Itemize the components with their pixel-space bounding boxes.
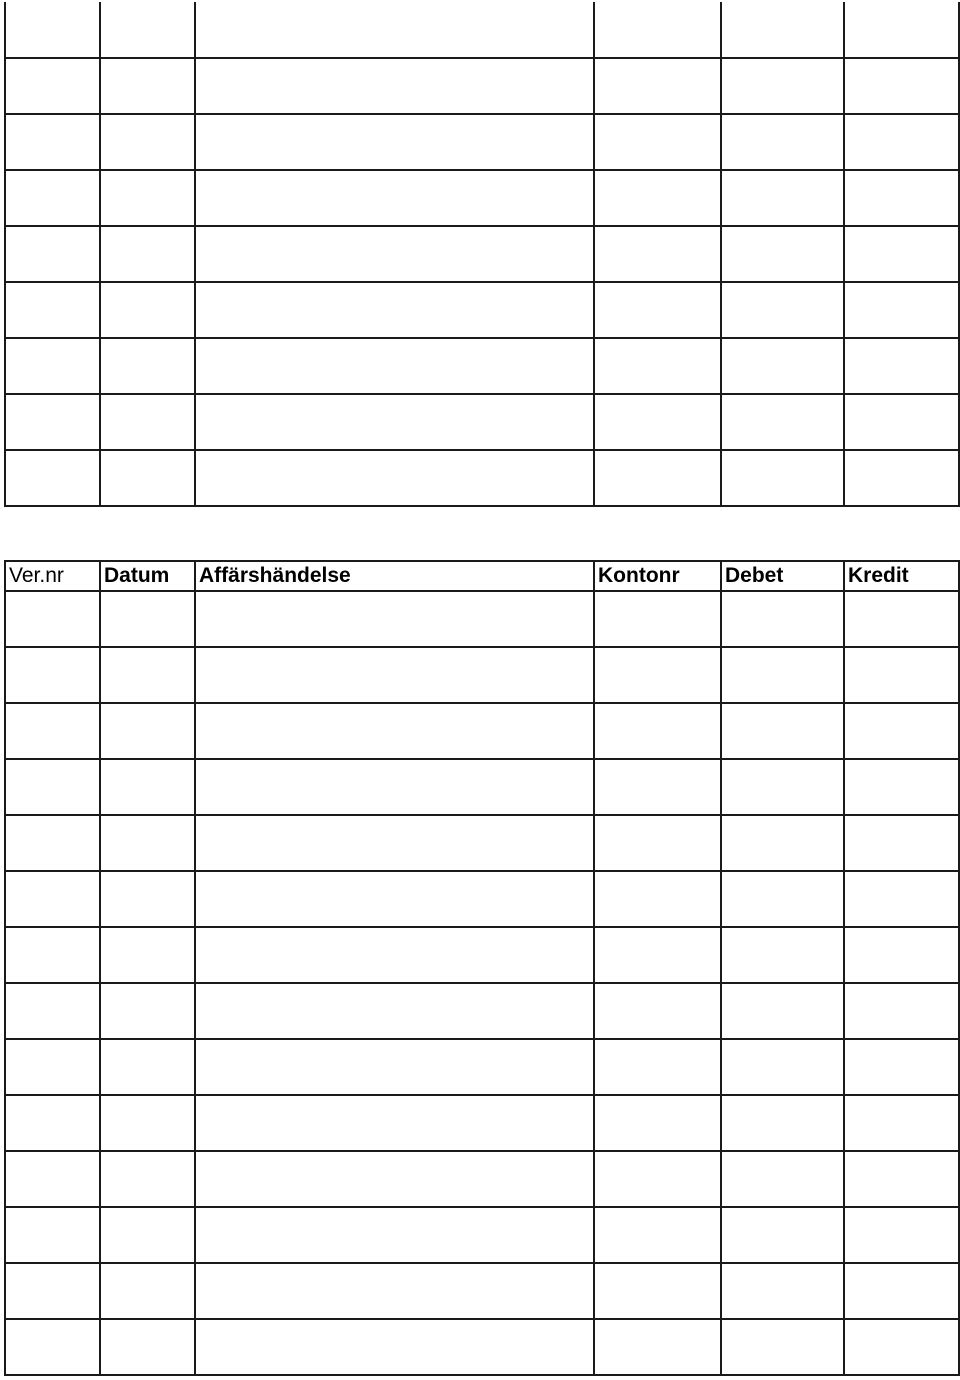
cell-ver-nr[interactable] bbox=[5, 1039, 100, 1095]
table-row bbox=[5, 983, 959, 1039]
cell-affarshandelse[interactable] bbox=[195, 450, 594, 506]
cell-affarshandelse[interactable] bbox=[195, 282, 594, 338]
cell-kredit[interactable] bbox=[844, 1319, 959, 1375]
cell-ver-nr[interactable] bbox=[5, 1207, 100, 1263]
cell-datum[interactable] bbox=[100, 282, 195, 338]
table-row bbox=[5, 591, 959, 647]
cell-ver-nr[interactable] bbox=[5, 871, 100, 927]
cell-datum[interactable] bbox=[100, 1039, 195, 1095]
cell-kontonr[interactable] bbox=[594, 1151, 721, 1207]
column-header-debet: Debet bbox=[721, 561, 844, 591]
cell-affarshandelse[interactable] bbox=[195, 591, 594, 647]
cell-kredit[interactable] bbox=[844, 927, 959, 983]
cell-datum[interactable] bbox=[100, 1263, 195, 1319]
cell-affarshandelse[interactable] bbox=[195, 58, 594, 114]
cell-debet[interactable] bbox=[721, 1095, 844, 1151]
cell-kredit[interactable] bbox=[844, 58, 959, 114]
cell-datum[interactable] bbox=[100, 1319, 195, 1375]
cell-debet[interactable] bbox=[721, 927, 844, 983]
ledger-table-continuation bbox=[4, 2, 960, 507]
cell-debet[interactable] bbox=[721, 394, 844, 450]
cell-kredit[interactable] bbox=[844, 1207, 959, 1263]
cell-debet[interactable] bbox=[721, 871, 844, 927]
cell-kredit[interactable] bbox=[844, 394, 959, 450]
cell-debet[interactable] bbox=[721, 1151, 844, 1207]
cell-kontonr[interactable] bbox=[594, 927, 721, 983]
cell-kredit[interactable] bbox=[844, 450, 959, 506]
cell-debet[interactable] bbox=[721, 815, 844, 871]
cell-ver-nr[interactable] bbox=[5, 983, 100, 1039]
cell-kontonr[interactable] bbox=[594, 759, 721, 815]
cell-datum[interactable] bbox=[100, 1095, 195, 1151]
cell-kredit[interactable] bbox=[844, 1095, 959, 1151]
cell-debet[interactable] bbox=[721, 2, 844, 58]
cell-affarshandelse[interactable] bbox=[195, 2, 594, 58]
cell-ver-nr[interactable] bbox=[5, 282, 100, 338]
cell-kredit[interactable] bbox=[844, 591, 959, 647]
cell-ver-nr[interactable] bbox=[5, 1151, 100, 1207]
table-row bbox=[5, 338, 959, 394]
cell-affarshandelse[interactable] bbox=[195, 226, 594, 282]
cell-kredit[interactable] bbox=[844, 170, 959, 226]
cell-ver-nr[interactable] bbox=[5, 170, 100, 226]
cell-kredit[interactable] bbox=[844, 1151, 959, 1207]
cell-ver-nr[interactable] bbox=[5, 591, 100, 647]
cell-datum[interactable] bbox=[100, 927, 195, 983]
cell-ver-nr[interactable] bbox=[5, 114, 100, 170]
table-row bbox=[5, 759, 959, 815]
table-row bbox=[5, 282, 959, 338]
table-row bbox=[5, 1151, 959, 1207]
cell-debet[interactable] bbox=[721, 983, 844, 1039]
cell-datum[interactable] bbox=[100, 338, 195, 394]
cell-ver-nr[interactable] bbox=[5, 338, 100, 394]
cell-kontonr[interactable] bbox=[594, 1095, 721, 1151]
cell-kontonr[interactable] bbox=[594, 815, 721, 871]
cell-kontonr[interactable] bbox=[594, 1263, 721, 1319]
cell-ver-nr[interactable] bbox=[5, 815, 100, 871]
table-row bbox=[5, 647, 959, 703]
table-row bbox=[5, 114, 959, 170]
cell-datum[interactable] bbox=[100, 450, 195, 506]
cell-datum[interactable] bbox=[100, 1151, 195, 1207]
cell-affarshandelse[interactable] bbox=[195, 1151, 594, 1207]
cell-debet[interactable] bbox=[721, 1207, 844, 1263]
cell-affarshandelse[interactable] bbox=[195, 647, 594, 703]
cell-debet[interactable] bbox=[721, 1039, 844, 1095]
cell-affarshandelse[interactable] bbox=[195, 1095, 594, 1151]
cell-debet[interactable] bbox=[721, 282, 844, 338]
cell-datum[interactable] bbox=[100, 815, 195, 871]
cell-datum[interactable] bbox=[100, 1207, 195, 1263]
cell-affarshandelse[interactable] bbox=[195, 871, 594, 927]
cell-affarshandelse[interactable] bbox=[195, 394, 594, 450]
column-header-kredit: Kredit bbox=[844, 561, 959, 591]
cell-kredit[interactable] bbox=[844, 983, 959, 1039]
cell-kredit[interactable] bbox=[844, 338, 959, 394]
column-header-datum: Datum bbox=[100, 561, 195, 591]
cell-datum[interactable] bbox=[100, 871, 195, 927]
cell-kredit[interactable] bbox=[844, 226, 959, 282]
cell-kredit[interactable] bbox=[844, 282, 959, 338]
cell-datum[interactable] bbox=[100, 647, 195, 703]
cell-ver-nr[interactable] bbox=[5, 2, 100, 58]
cell-kontonr[interactable] bbox=[594, 2, 721, 58]
cell-kontonr[interactable] bbox=[594, 114, 721, 170]
ledger-header bbox=[5, 561, 959, 591]
cell-datum[interactable] bbox=[100, 394, 195, 450]
cell-debet[interactable] bbox=[721, 226, 844, 282]
cell-datum[interactable] bbox=[100, 591, 195, 647]
cell-kredit[interactable] bbox=[844, 703, 959, 759]
cell-debet[interactable] bbox=[721, 170, 844, 226]
cell-ver-nr[interactable] bbox=[5, 647, 100, 703]
cell-kredit[interactable] bbox=[844, 871, 959, 927]
table-row bbox=[5, 1095, 959, 1151]
cell-kontonr[interactable] bbox=[594, 338, 721, 394]
cell-ver-nr[interactable] bbox=[5, 703, 100, 759]
cell-kontonr[interactable] bbox=[594, 450, 721, 506]
cell-datum[interactable] bbox=[100, 170, 195, 226]
cell-kontonr[interactable] bbox=[594, 1207, 721, 1263]
column-header-kontonr: Kontonr bbox=[594, 561, 721, 591]
cell-debet[interactable] bbox=[721, 58, 844, 114]
cell-datum[interactable] bbox=[100, 983, 195, 1039]
cell-ver-nr[interactable] bbox=[5, 1319, 100, 1375]
cell-affarshandelse[interactable] bbox=[195, 1039, 594, 1095]
cell-ver-nr[interactable] bbox=[5, 1095, 100, 1151]
cell-kontonr[interactable] bbox=[594, 170, 721, 226]
column-header-affarshandelse: Affärshändelse bbox=[195, 561, 594, 591]
table-row bbox=[5, 58, 959, 114]
cell-debet[interactable] bbox=[721, 591, 844, 647]
column-header-ver-nr: Ver.nr bbox=[5, 561, 100, 591]
cell-debet[interactable] bbox=[721, 759, 844, 815]
cell-debet[interactable] bbox=[721, 1263, 844, 1319]
table-row bbox=[5, 871, 959, 927]
cell-ver-nr[interactable] bbox=[5, 394, 100, 450]
table-row bbox=[5, 170, 959, 226]
cell-debet[interactable] bbox=[721, 450, 844, 506]
cell-ver-nr[interactable] bbox=[5, 58, 100, 114]
cell-kontonr[interactable] bbox=[594, 871, 721, 927]
table-row bbox=[5, 927, 959, 983]
cell-affarshandelse[interactable] bbox=[195, 1319, 594, 1375]
ledger-table-continuation-body bbox=[5, 2, 959, 506]
cell-affarshandelse[interactable] bbox=[195, 1207, 594, 1263]
cell-affarshandelse[interactable] bbox=[195, 815, 594, 871]
cell-kredit[interactable] bbox=[844, 1039, 959, 1095]
cell-kredit[interactable] bbox=[844, 114, 959, 170]
cell-datum[interactable] bbox=[100, 703, 195, 759]
cell-kredit[interactable] bbox=[844, 1263, 959, 1319]
cell-ver-nr[interactable] bbox=[5, 927, 100, 983]
cell-kontonr[interactable] bbox=[594, 1039, 721, 1095]
cell-kontonr[interactable] bbox=[594, 58, 721, 114]
table-row bbox=[5, 815, 959, 871]
cell-kredit[interactable] bbox=[844, 815, 959, 871]
cell-affarshandelse[interactable] bbox=[195, 114, 594, 170]
cell-affarshandelse[interactable] bbox=[195, 170, 594, 226]
cell-ver-nr[interactable] bbox=[5, 1263, 100, 1319]
cell-affarshandelse[interactable] bbox=[195, 759, 594, 815]
cell-affarshandelse[interactable] bbox=[195, 338, 594, 394]
cell-datum[interactable] bbox=[100, 759, 195, 815]
cell-kontonr[interactable] bbox=[594, 1319, 721, 1375]
cell-debet[interactable] bbox=[721, 1319, 844, 1375]
cell-kontonr[interactable] bbox=[594, 983, 721, 1039]
cell-debet[interactable] bbox=[721, 703, 844, 759]
table-row bbox=[5, 1263, 959, 1319]
cell-kontonr[interactable] bbox=[594, 591, 721, 647]
cell-kontonr[interactable] bbox=[594, 226, 721, 282]
cell-kredit[interactable] bbox=[844, 647, 959, 703]
table-row bbox=[5, 2, 959, 58]
cell-affarshandelse[interactable] bbox=[195, 927, 594, 983]
table-row bbox=[5, 226, 959, 282]
cell-debet[interactable] bbox=[721, 647, 844, 703]
table-row bbox=[5, 1207, 959, 1263]
cell-kredit[interactable] bbox=[844, 759, 959, 815]
cell-datum[interactable] bbox=[100, 226, 195, 282]
cell-datum[interactable] bbox=[100, 114, 195, 170]
cell-ver-nr[interactable] bbox=[5, 226, 100, 282]
cell-datum[interactable] bbox=[100, 58, 195, 114]
cell-kredit[interactable] bbox=[844, 2, 959, 58]
ledger-table bbox=[4, 560, 960, 1376]
ledger-table-body bbox=[5, 591, 959, 1375]
cell-kontonr[interactable] bbox=[594, 703, 721, 759]
table-row bbox=[5, 394, 959, 450]
cell-affarshandelse[interactable] bbox=[195, 703, 594, 759]
cell-kontonr[interactable] bbox=[594, 647, 721, 703]
cell-kontonr[interactable] bbox=[594, 282, 721, 338]
table-row bbox=[5, 1319, 959, 1375]
table-row bbox=[5, 703, 959, 759]
cell-ver-nr[interactable] bbox=[5, 450, 100, 506]
table-row bbox=[5, 450, 959, 506]
cell-debet[interactable] bbox=[721, 338, 844, 394]
table-row bbox=[5, 1039, 959, 1095]
cell-debet[interactable] bbox=[721, 114, 844, 170]
cell-ver-nr[interactable] bbox=[5, 759, 100, 815]
cell-kontonr[interactable] bbox=[594, 394, 721, 450]
cell-affarshandelse[interactable] bbox=[195, 983, 594, 1039]
cell-datum[interactable] bbox=[100, 2, 195, 58]
cell-affarshandelse[interactable] bbox=[195, 1263, 594, 1319]
